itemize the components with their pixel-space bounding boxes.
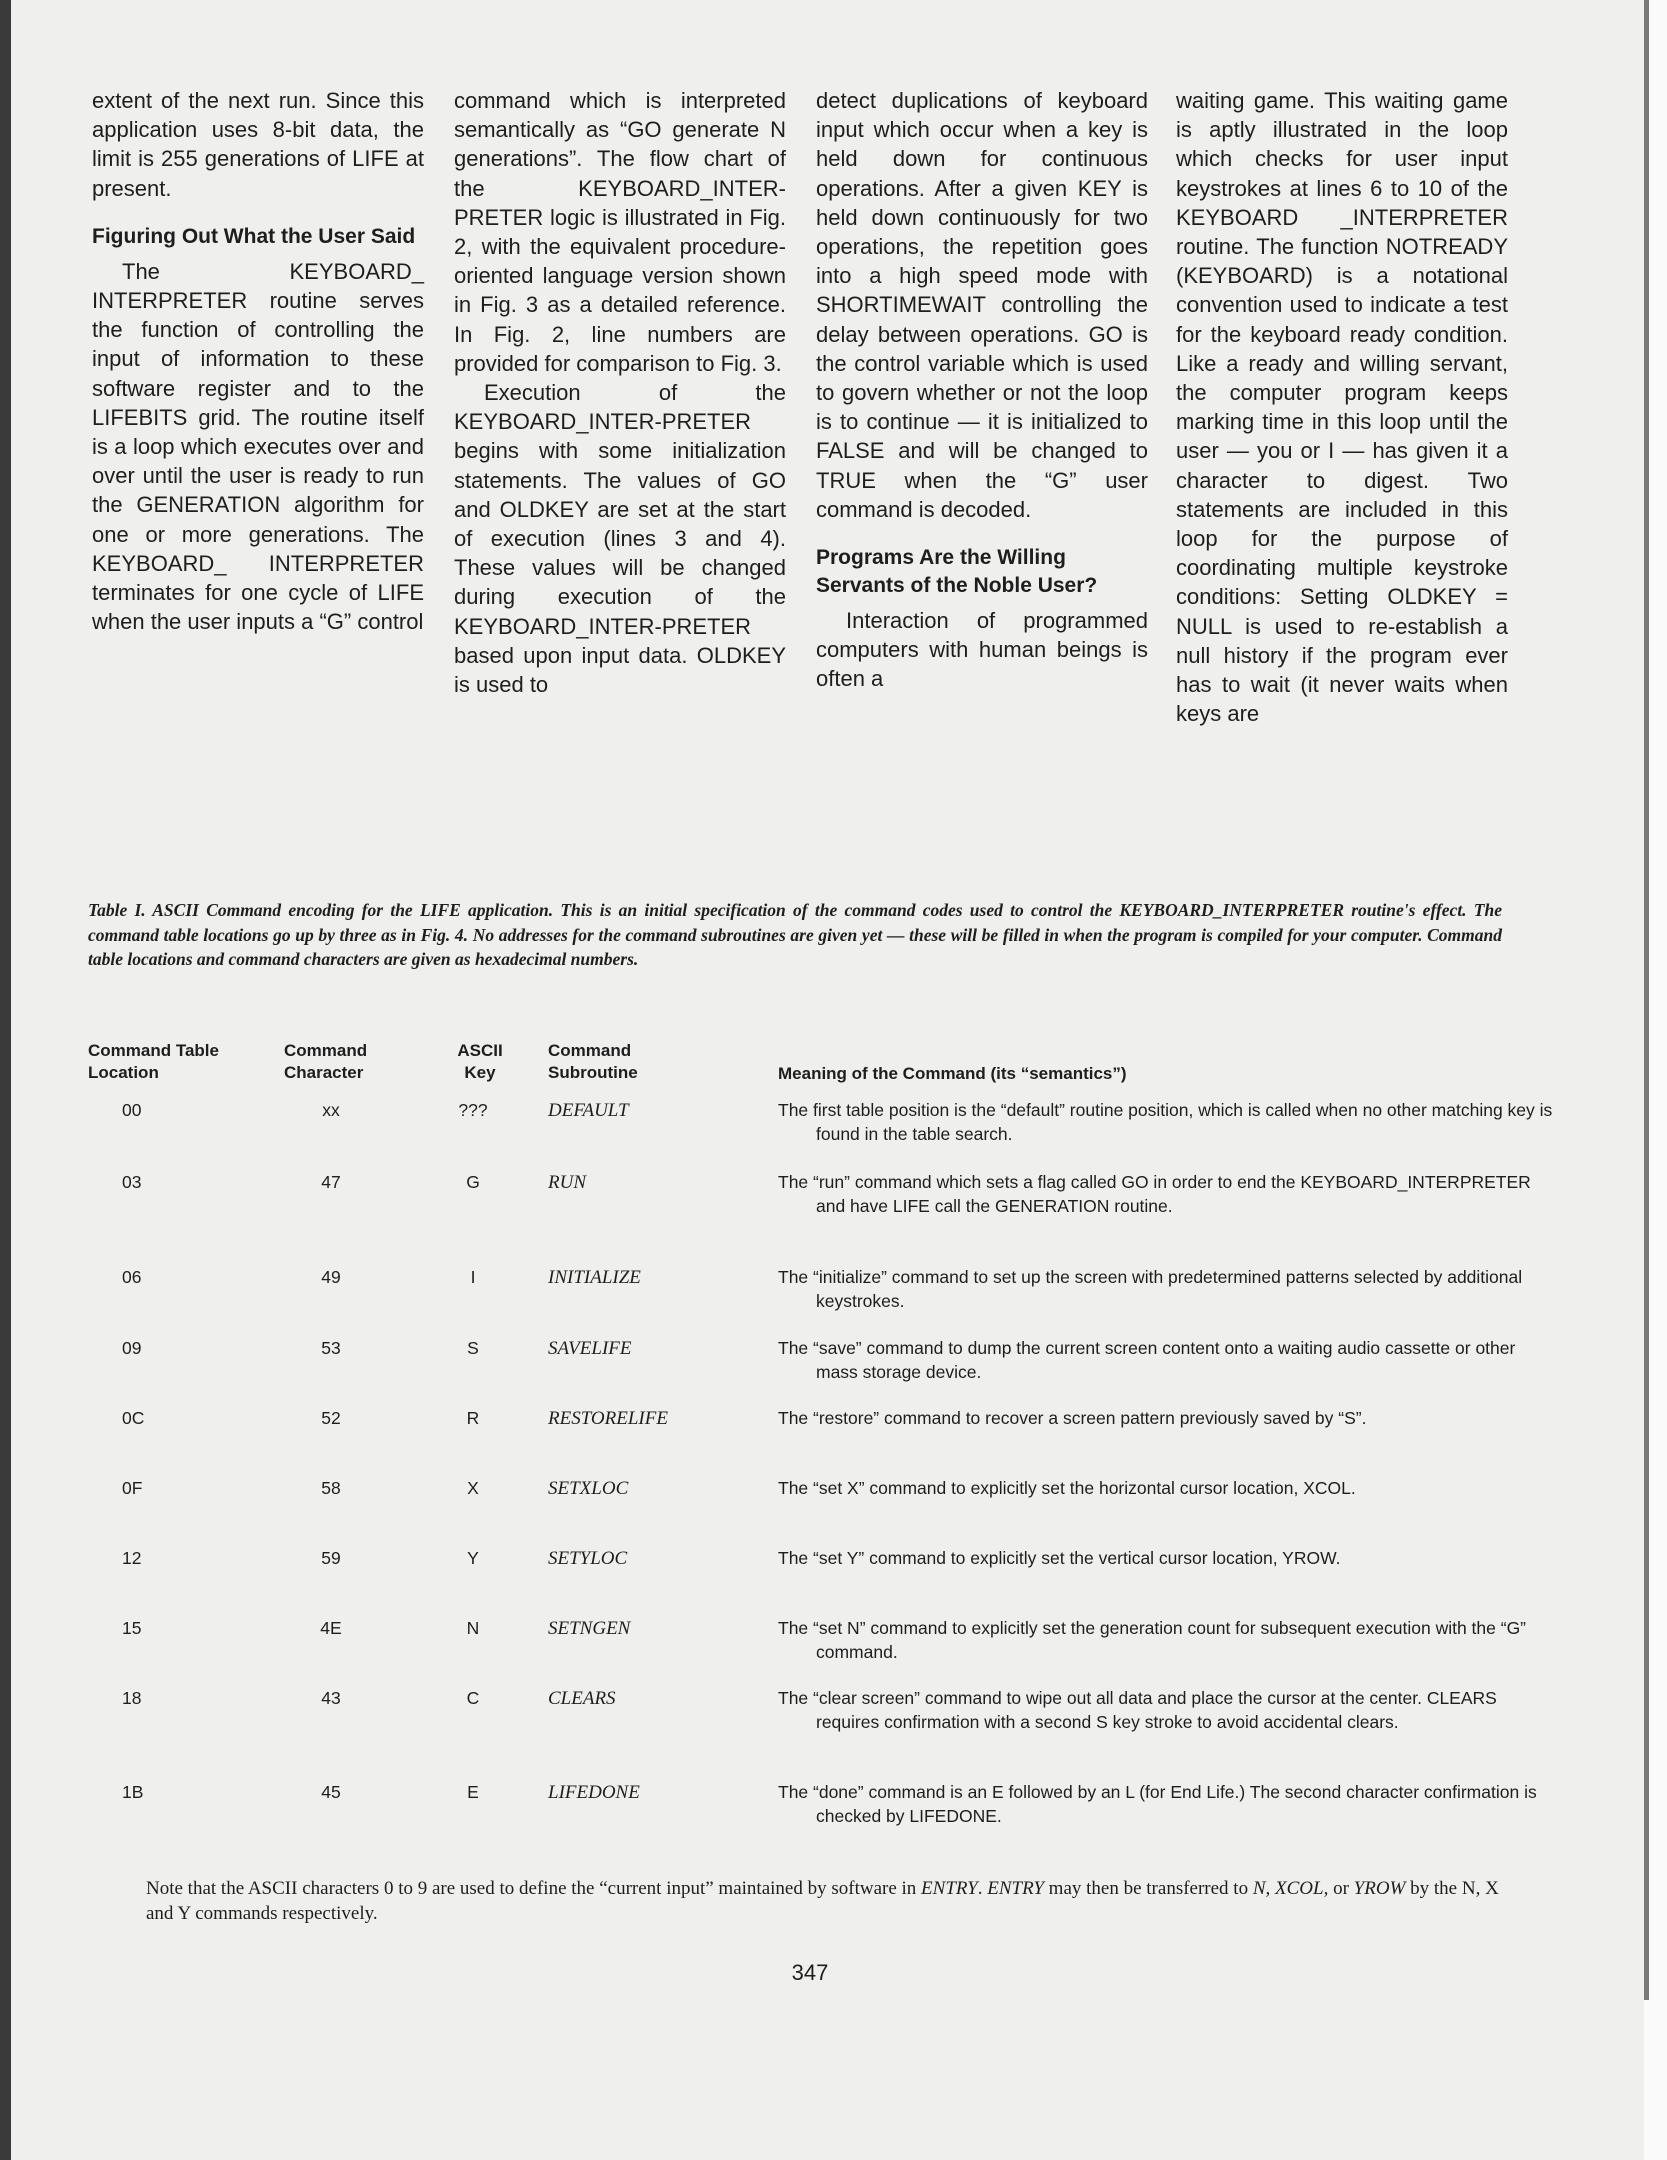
paragraph: detect duplications of keyboard input which occur when a key is held down for continuous operations. After a given KEY is held down continuously for two operations, the repetition goes into a high speed mode with SHORTIMEWAIT controlling the delay between operations. GO is the control variable which is used to govern whether or not the loop is to continue — it is initialized to FALSE and will be changed to TRUE when the “G” user command is decoded. — [816, 88, 1148, 522]
paragraph: waiting game. This waiting game is aptly illustrated in the loop which checks for user input keystrokes at lines 6 to 10 of the KEYBOARD _INTERPRETER routine. The function NOTREADY (KEYBOARD) is a notational convention used to indicate a test for the keyboard ready condition. Like a ready and willing servant, the computer program keeps marking time in this loop until the user — you or I — has given it a character to digest. Two statements are included in this loop for the purpose of coordinating multiple keystroke conditions: Setting OLDKEY = NULL is used to re-establish a null history if the program ever has to wait (it never waits when keys are — [1176, 88, 1508, 727]
table-caption: Table I. ASCII Command encoding for the LIFE application. This is an initial specification of the command codes used to control the KEYBOARD_INTERPRETER routine's effect. The command table locations go up by three as in Fig. 4. No addresses for the command subroutines are given yet — these will be filled in when the program is compiled for your computer. Command table locations and command characters are given as hexadecimal numbers. — [88, 900, 1502, 969]
cell-subroutine: RESTORELIFE — [548, 1408, 668, 1429]
cell-location: 18 — [122, 1688, 142, 1708]
paragraph: Interaction of programmed computers with human beings is often a — [816, 608, 1148, 692]
body-columns — [92, 86, 1506, 806]
cell-character: 4E — [320, 1618, 342, 1638]
cell-meaning: The “save” command to dump the current screen content onto a waiting audio cassette or other mass storage device. — [778, 1338, 1516, 1382]
cell-character: xx — [322, 1100, 340, 1120]
cell-meaning: The “done” command is an E followed by an L (for End Life.) The second character confirmation is checked by LIFEDONE. — [778, 1782, 1537, 1826]
cell-subroutine: INITIALIZE — [548, 1267, 641, 1288]
cell-character: 49 — [321, 1267, 341, 1287]
header-ascii: ASCII Key — [457, 1041, 503, 1082]
column-3 — [816, 86, 1148, 694]
cell-subroutine: SETXLOC — [548, 1478, 629, 1499]
cell-ascii-key: G — [466, 1172, 480, 1192]
cell-subroutine: SETYLOC — [548, 1548, 628, 1569]
page-right-edge — [1644, 0, 1649, 2000]
cell-ascii-key: ??? — [458, 1100, 488, 1120]
cell-subroutine: CLEARS — [548, 1688, 616, 1709]
page-number: 347 — [791, 1960, 829, 1985]
cell-subroutine: DEFAULT — [548, 1100, 629, 1121]
cell-character: 43 — [321, 1688, 341, 1708]
column-1 — [92, 86, 424, 636]
paragraph: Execution of the KEYBOARD_INTER-PRETER begins with some initialization statements. The values of GO and OLDKEY are set at the start of execution (lines 3 and 4). These values will be changed during execution of the KEYBOARD_INTER-PRETER based upon input data. OLDKEY is used to — [454, 380, 786, 698]
cell-meaning: The “set N” command to explicitly set the generation count for subsequent execution with the “G” command. — [778, 1618, 1527, 1662]
cell-meaning: The “set Y” command to explicitly set the vertical cursor location, YROW. — [778, 1548, 1341, 1568]
cell-location: 12 — [122, 1548, 142, 1568]
cell-character: 45 — [321, 1782, 341, 1802]
cell-ascii-key: Y — [467, 1548, 479, 1568]
column-2 — [454, 86, 786, 699]
cell-ascii-key: I — [470, 1267, 476, 1287]
cell-ascii-key: R — [466, 1408, 480, 1428]
section-heading: Programs Are the Willing Servants of the Noble User? — [816, 546, 1098, 598]
cell-subroutine: SAVELIFE — [548, 1338, 632, 1359]
cell-subroutine: SETNGEN — [548, 1618, 631, 1639]
cell-location: 06 — [122, 1267, 142, 1287]
section-heading: Figuring Out What the User Said — [92, 224, 416, 248]
cell-ascii-key: X — [467, 1478, 479, 1498]
cell-location: 03 — [122, 1172, 142, 1192]
cell-meaning: The first table position is the “default” routine position, which is called when no other matching key is found in the table search. — [778, 1100, 1553, 1144]
cell-character: 47 — [321, 1172, 341, 1192]
column-4 — [1176, 86, 1508, 728]
paragraph: command which is interpreted semantically as “GO generate N generations”. The flow chart of the KEYBOARD_INTER-PRETER logic is illustrated in Fig. 2, with the equivalent procedure-oriented language version shown in Fig. 3 as a detailed reference. In Fig. 2, line numbers are provided for comparison to Fig. 3. — [454, 88, 786, 376]
cell-location: 1B — [122, 1782, 144, 1802]
paragraph: extent of the next run. Since this application uses 8-bit data, the limit is 255 generations of LIFE at present. — [92, 88, 424, 201]
paragraph: The KEYBOARD_ INTERPRETER routine serves the function of controlling the input of information to these software register and to the LIFEBITS grid. The routine itself is a loop which executes over and over until the user is ready to run the GENERATION algorithm for one or more generations. The KEYBOARD_ INTERPRETER terminates for one cycle of LIFE when the user inputs a “G” control — [92, 258, 424, 635]
header-meaning: Meaning of the Command (its “semantics”) — [778, 1064, 1127, 1083]
cell-ascii-key: N — [466, 1618, 480, 1638]
cell-location: 09 — [122, 1338, 142, 1358]
header-subroutine: Command Subroutine — [548, 1041, 638, 1082]
cell-ascii-key: S — [467, 1338, 479, 1358]
cell-location: 0F — [122, 1478, 143, 1498]
page-left-edge — [0, 0, 11, 2160]
cell-location: 15 — [122, 1618, 142, 1638]
cell-character: 59 — [321, 1548, 341, 1568]
header-location: Command Table Location — [88, 1041, 219, 1082]
header-character: Command Character — [284, 1041, 368, 1082]
cell-location: 0C — [122, 1408, 145, 1428]
cell-subroutine: RUN — [548, 1172, 586, 1193]
table-note: Note that the ASCII characters 0 to 9 are used to define the “current input” maintained by software in ENTRY. ENTRY may then be transferred to N, XCOL, or YROW by the N, X and Y commands respectively. — [146, 1878, 1499, 1924]
cell-meaning: The “initialize” command to set up the screen with predetermined patterns selected by additional keystrokes. — [778, 1267, 1523, 1311]
cell-meaning: The “restore” command to recover a screen pattern previously saved by “S”. — [778, 1408, 1367, 1428]
cell-ascii-key: E — [467, 1782, 479, 1802]
cell-meaning: The “clear screen” command to wipe out all data and place the cursor at the center. CLEARS requires confirmation with a second S key stroke to avoid accidental clears. — [778, 1688, 1497, 1732]
cell-location: 00 — [122, 1100, 142, 1120]
cell-character: 52 — [321, 1408, 341, 1428]
cell-character: 58 — [321, 1478, 341, 1498]
cell-meaning: The “run” command which sets a flag called GO in order to end the KEYBOARD_INTERPRETER and have LIFE call the GENERATION routine. — [778, 1172, 1531, 1216]
cell-character: 53 — [321, 1338, 341, 1358]
cell-ascii-key: C — [466, 1688, 480, 1708]
cell-subroutine: LIFEDONE — [548, 1782, 640, 1803]
cell-meaning: The “set X” command to explicitly set the horizontal cursor location, XCOL. — [778, 1478, 1356, 1498]
